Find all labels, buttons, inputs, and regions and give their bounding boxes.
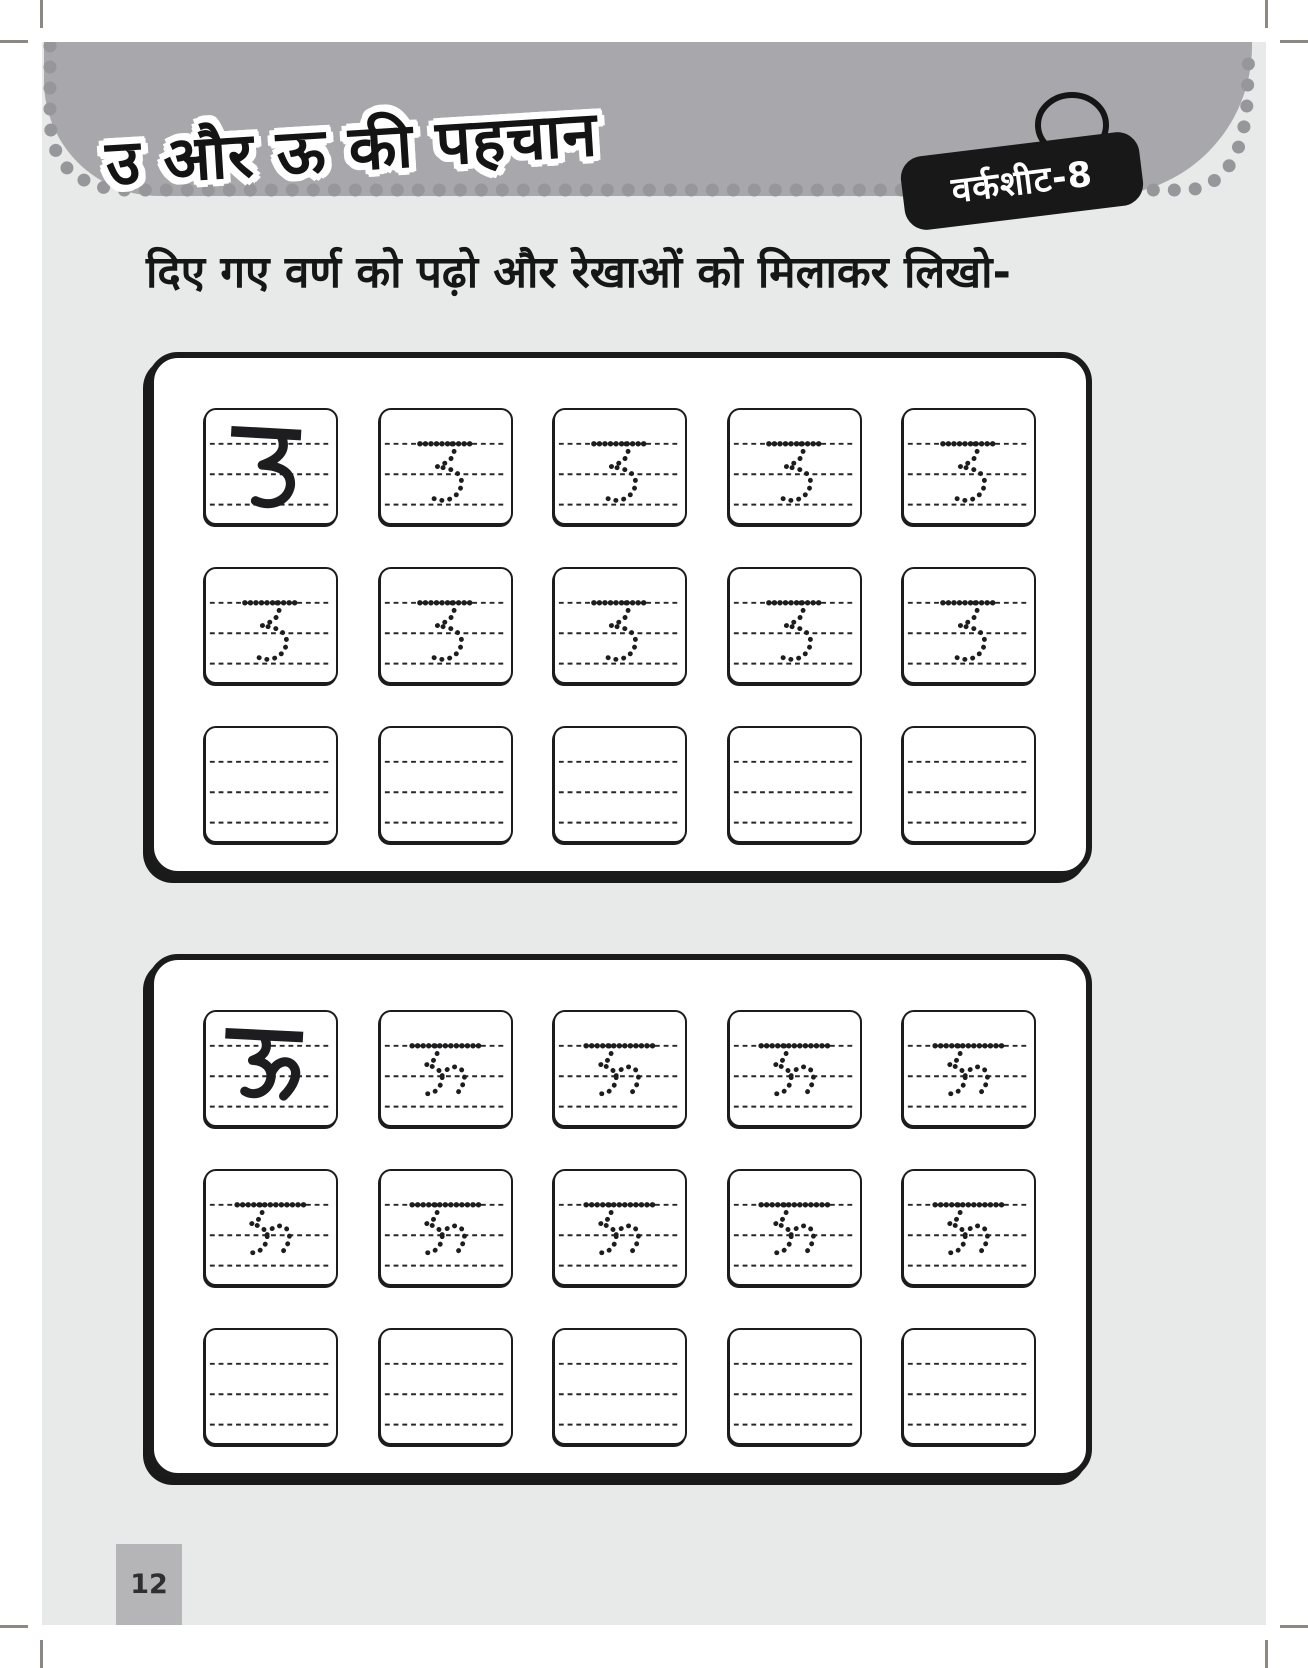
trace-letter-box [553, 1010, 687, 1127]
model-letter-box [204, 1010, 338, 1127]
page-title: उ और ऊ की पहचान [103, 97, 600, 200]
ruled-writing-lines [555, 1012, 685, 1125]
trace-letter-box [204, 567, 338, 684]
ruled-writing-lines [206, 569, 336, 682]
crop-mark [1265, 1640, 1268, 1668]
trace-letter-box [902, 567, 1036, 684]
empty-practice-box [379, 726, 513, 843]
ruled-writing-lines [381, 569, 511, 682]
ruled-writing-lines [206, 410, 336, 523]
crop-mark [1280, 1625, 1308, 1628]
trace-letter-box [553, 408, 687, 525]
ruled-writing-lines [555, 1330, 685, 1443]
ruled-writing-lines [904, 1330, 1034, 1443]
ruled-writing-lines [730, 410, 860, 523]
trace-letter-box [553, 567, 687, 684]
empty-practice-box [902, 726, 1036, 843]
ruled-writing-lines [381, 728, 511, 841]
trace-letter-box [379, 1010, 513, 1127]
empty-practice-box [553, 726, 687, 843]
ruled-writing-lines [381, 1330, 511, 1443]
page-number-box [116, 1544, 182, 1625]
trace-grid-u [154, 358, 1086, 843]
empty-practice-box [728, 1328, 862, 1445]
empty-practice-box [379, 1328, 513, 1445]
instruction-text: दिए गए वर्ण को पढ़ो और रेखाओं को मिलाकर लिखो- [146, 247, 1011, 298]
trace-letter-box [902, 1169, 1036, 1286]
trace-letter-box [728, 408, 862, 525]
empty-practice-box [728, 726, 862, 843]
worksheet-sheet [42, 42, 1266, 1625]
trace-letter-box [902, 1010, 1036, 1127]
ruled-writing-lines [904, 569, 1034, 682]
ruled-writing-lines [555, 1171, 685, 1284]
ruled-writing-lines [730, 1012, 860, 1125]
trace-letter-box [379, 408, 513, 525]
ruled-writing-lines [904, 728, 1034, 841]
practice-panel-u [148, 352, 1092, 877]
ruled-writing-lines [206, 1330, 336, 1443]
ruled-writing-lines [730, 1330, 860, 1443]
worksheet-badge-label: वर्कशीट-8 [949, 154, 1095, 211]
trace-letter-box [204, 1169, 338, 1286]
page-number: 12 [130, 1569, 168, 1600]
trace-grid-uu [154, 960, 1086, 1445]
ruled-writing-lines [730, 728, 860, 841]
empty-practice-box [902, 1328, 1036, 1445]
trace-letter-box [728, 1169, 862, 1286]
ruled-writing-lines [730, 569, 860, 682]
ruled-writing-lines [381, 410, 511, 523]
ruled-writing-lines [555, 728, 685, 841]
trace-letter-box [728, 1010, 862, 1127]
ruled-writing-lines [206, 1012, 336, 1125]
practice-panel-uu [148, 954, 1092, 1479]
crop-mark [1280, 40, 1308, 43]
empty-practice-box [204, 1328, 338, 1445]
trace-letter-box [553, 1169, 687, 1286]
trace-letter-box [728, 567, 862, 684]
trace-letter-box [379, 1169, 513, 1286]
ruled-writing-lines [904, 1012, 1034, 1125]
ruled-writing-lines [904, 410, 1034, 523]
ruled-writing-lines [904, 1171, 1034, 1284]
empty-practice-box [204, 726, 338, 843]
trace-letter-box [379, 567, 513, 684]
ruled-writing-lines [206, 1171, 336, 1284]
ruled-writing-lines [381, 1171, 511, 1284]
ruled-writing-lines [730, 1171, 860, 1284]
crop-mark [40, 0, 43, 28]
crop-mark [1265, 0, 1268, 28]
crop-mark [40, 1640, 43, 1668]
ruled-writing-lines [206, 728, 336, 841]
ruled-writing-lines [555, 410, 685, 523]
crop-mark [0, 40, 28, 43]
crop-mark [0, 1625, 28, 1628]
ruled-writing-lines [381, 1012, 511, 1125]
trace-letter-box [902, 408, 1036, 525]
model-letter-box [204, 408, 338, 525]
ruled-writing-lines [555, 569, 685, 682]
empty-practice-box [553, 1328, 687, 1445]
